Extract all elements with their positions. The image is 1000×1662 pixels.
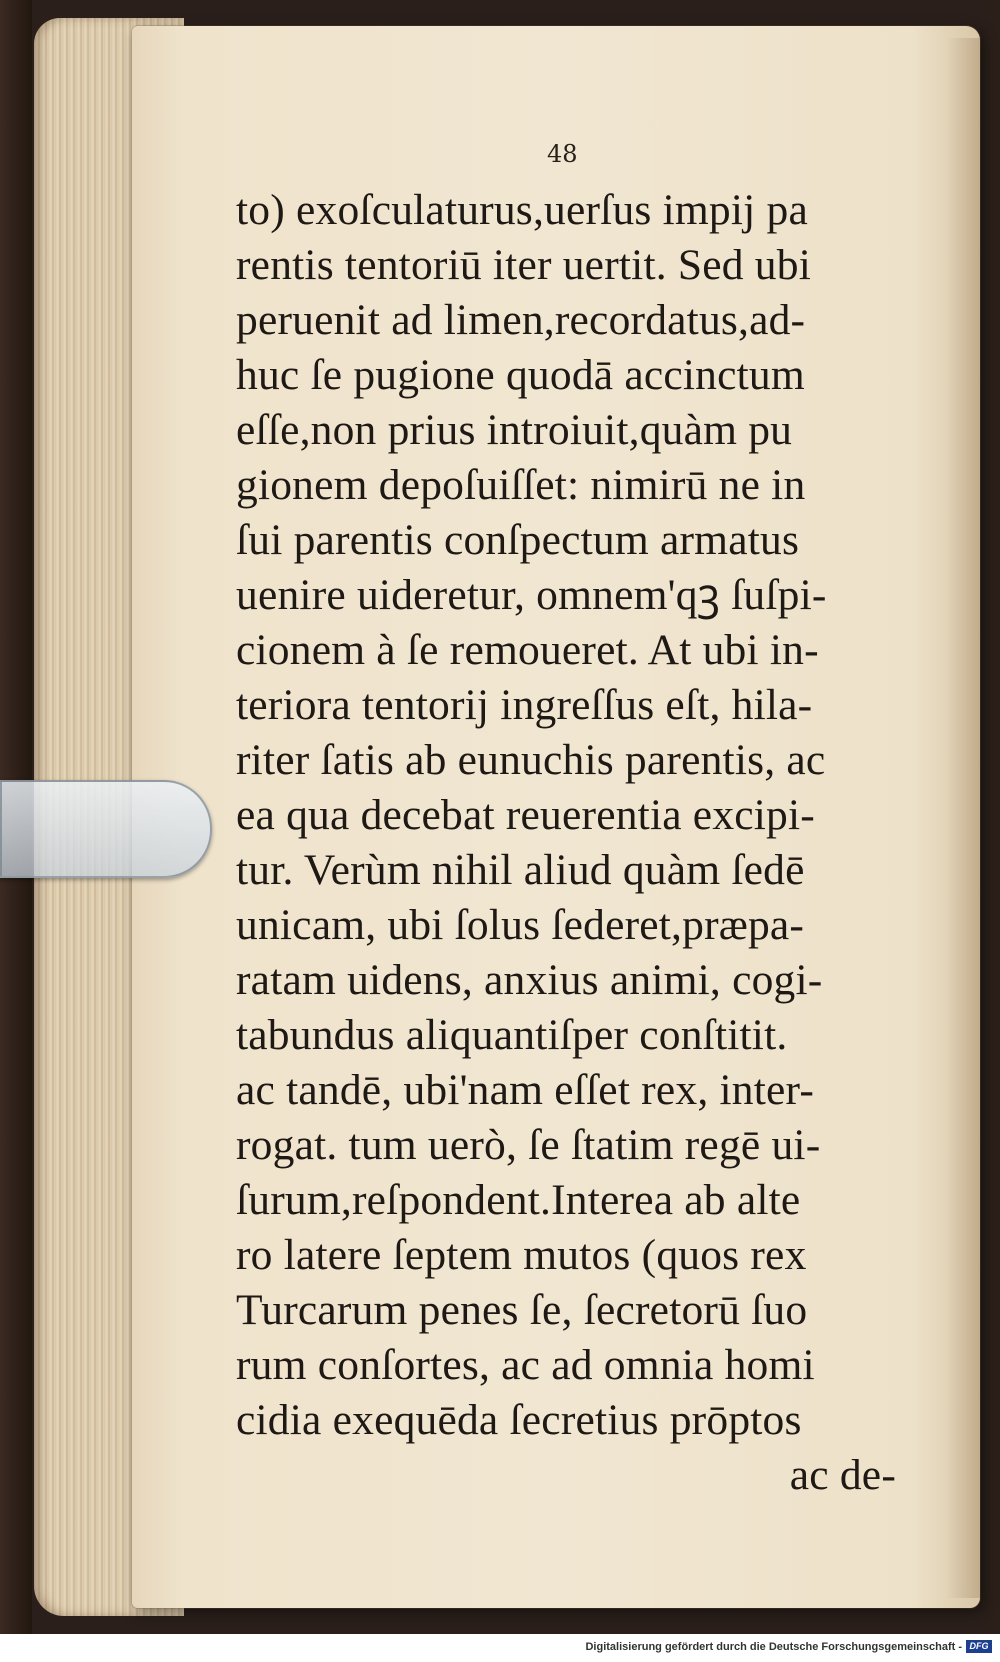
backdrop-right: [988, 0, 1000, 1634]
text-line: rogat. tum uerò, ſe ſtatim regē ui-: [236, 1121, 821, 1169]
text-line: uenire uideretur, omnem'qꝫ ſuſpi-: [236, 571, 827, 619]
page-clip: [0, 780, 212, 878]
text-line: ac tandē, ubi'nam eſſet rex, inter-: [236, 1066, 815, 1114]
footer-bar: [0, 1634, 1000, 1662]
text-line: ratam uidens, anxius animi, cogi-: [236, 956, 823, 1004]
dfg-logo: DFG: [966, 1640, 992, 1653]
page-shadow: [946, 38, 980, 1598]
text-line: ro latere ſeptem mutos (quos rex: [236, 1231, 807, 1279]
text-line: huc ſe pugione quodā accinctum: [236, 351, 805, 399]
text-line: cidia exequēda ſecretius prōptos: [236, 1396, 802, 1444]
text-line: riter ſatis ab eunuchis parentis, ac: [236, 736, 826, 784]
text-line: cionem à ſe remoueret. At ubi in-: [236, 626, 819, 674]
text-line: ea qua decebat reuerentia excipi-: [236, 791, 815, 839]
text-block: [236, 183, 936, 1503]
text-line: gionem depoſuiſſet: nimirū ne in: [236, 461, 806, 509]
text-line: Turcarum penes ſe, ſecretorū ſuo: [236, 1286, 808, 1334]
page-number: 48: [547, 140, 578, 168]
text-line: tabundus aliquantiſper conſtitit.: [236, 1011, 788, 1059]
catchword: ac de-: [789, 1451, 896, 1499]
text-line: to) exoſculaturus,uerſus impij pa: [236, 186, 808, 234]
text-line: rentis tentoriū iter uertit. Sed ubi: [236, 241, 811, 289]
text-line: unicam, ubi ſolus ſederet,præpa-: [236, 901, 805, 949]
text-line: peruenit ad limen,recordatus,ad-: [236, 296, 806, 344]
text-line: teriora tentorij ingreſſus eſt, hila-: [236, 681, 813, 729]
text-line: eſſe,non prius introiuit,quàm pu: [236, 406, 793, 454]
text-line: rum conſortes, ac ad omnia homi: [236, 1341, 815, 1389]
text-line: ſui parentis conſpectum armatus: [236, 516, 800, 564]
text-line: ſurum,reſpondent.Interea ab alte: [236, 1176, 801, 1224]
funding-credit: Digitalisierung gefördert durch die Deutsche Forschungsgemeinschaft -: [585, 1641, 962, 1653]
text-line: tur. Verùm nihil aliud quàm ſedē: [236, 846, 805, 894]
